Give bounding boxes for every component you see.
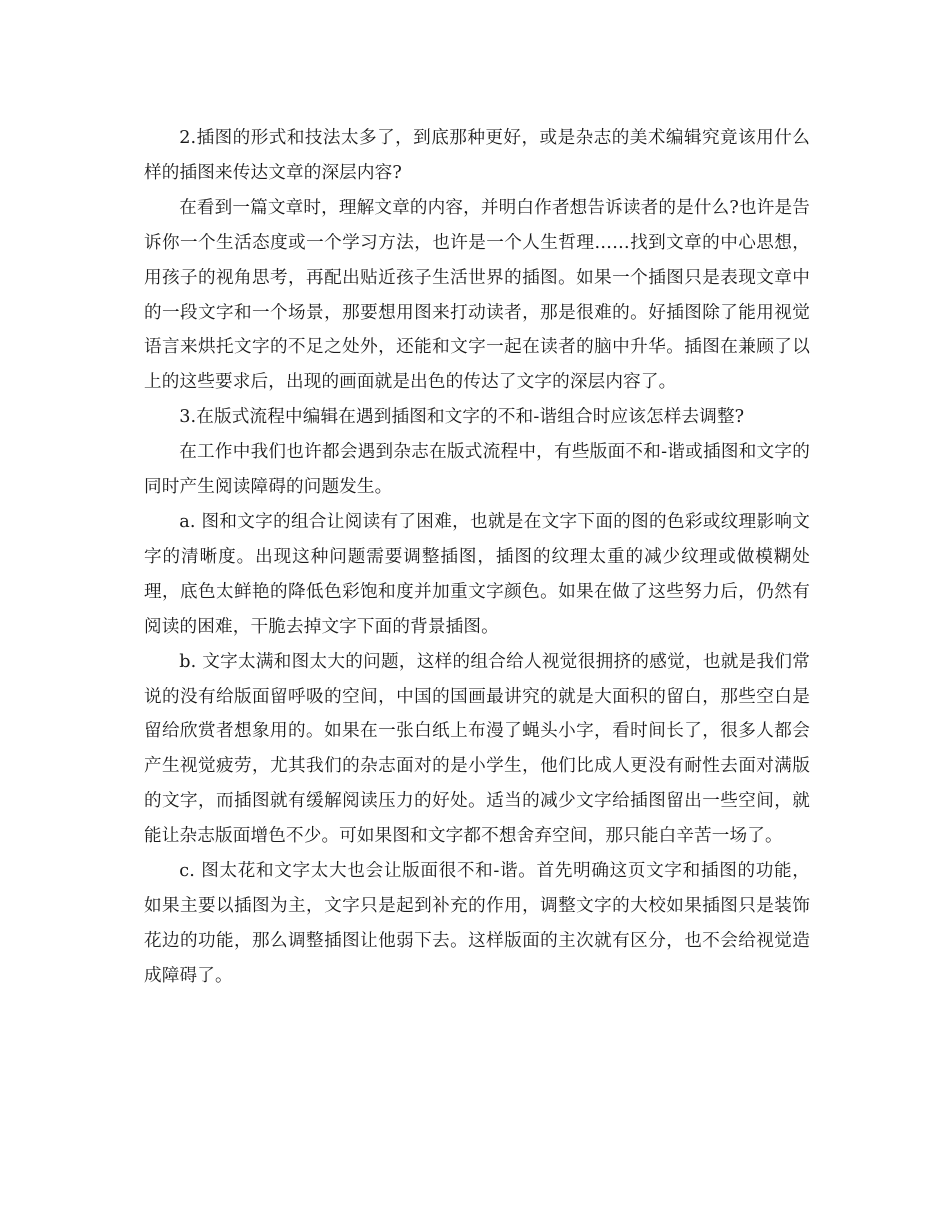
paragraph-answer-2: 在看到一篇文章时，理解文章的内容，并明白作者想告诉读者的是什么?也许是告诉你一个生活态度或一个学习方法，也许是一个人生哲理……找到文章的中心思想，用孩子的视角思考，再配出贴近孩子生活世界的插图。如果一个插图只是表现文章中的一段文字和一个场景，那要想用图来打动读者，那是很难的。好插图除了能用视觉语言来烘托文字的不足之处外，还能和文字一起在读者的脑中升华。插图在兼顾了以上的这些要求后，出现的画面就是出色的传达了文字的深层内容了。 <box>144 197 810 393</box>
paragraph-item-c: c. 图太花和文字太大也会让版面很不和-谐。首先明确这页文字和插图的功能，如果主要以插图为主，文字只是起到补充的作用，调整文字的大校如果插图只是装饰花边的功能，那么调整插图让他弱下去。这样版面的主次就有区分，也不会给视觉造成障碍了。 <box>144 861 810 986</box>
paragraph-question-3: 3.在版式流程中编辑在遇到插图和文字的不和-谐组合时应该怎样去调整? <box>179 407 745 428</box>
paragraph-item-b: b. 文字太满和图太大的问题，这样的组合给人视觉很拥挤的感觉，也就是我们常说的没有给版面留呼吸的空间，中国的国画最讲究的就是大面积的留白，那些空白是留给欣赏者想象用的。如果在一张白纸上布漫了蝇头小字，看时间长了，很多人都会产生视觉疲劳，尤其我们的杂志面对的是小学生，他们比成人更没有耐性去面对满版的文字，而插图就有缓解阅读压力的好处。适当的减少文字给插图留出一些空间，就能让杂志版面增色不少。可如果图和文字都不想舍弃空间，那只能白辛苦一场了。 <box>144 651 810 847</box>
paragraph-item-a: a. 图和文字的组合让阅读有了困难，也就是在文字下面的图的色彩或纹理影响文字的清晰度。出现这种问题需要调整插图，插图的纹理太重的减少纹理或做模糊处理，底色太鲜艳的降低色彩饱和度并加重文字颜色。如果在做了这些努力后，仍然有阅读的困难，干脆去掉文字下面的背景插图。 <box>144 511 810 637</box>
body-text <box>144 121 810 994</box>
paragraph-intro-3: 在工作中我们也许都会遇到杂志在版式流程中，有些版面不和-谐或插图和文字的同时产生阅读障碍的问题发生。 <box>144 442 810 498</box>
paragraph-question-2: 2.插图的形式和技法太多了，到底那种更好，或是杂志的美术编辑究竟该用什么样的插图来传达文章的深层内容? <box>144 128 810 183</box>
